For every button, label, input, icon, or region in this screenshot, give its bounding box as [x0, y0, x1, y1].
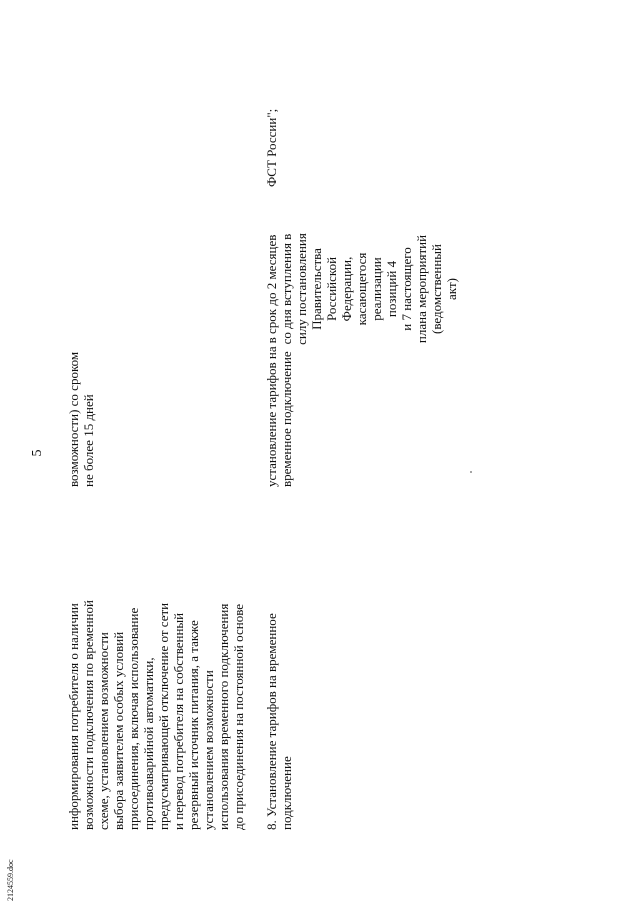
row7-col2-text: возможности) со сроком не более 15 дней — [66, 351, 96, 487]
page-number: 5 — [30, 449, 45, 457]
row8-col1-text: 8. Установление тарифов на временное подключение — [264, 613, 294, 830]
row8-col2-text: установление тарифов на временное подключение — [264, 346, 294, 487]
row8-col3-text: в срок до 2 месяцев со дня вступления в силу постановления Правительства Российской Федерации, касающегося реализации позиций 4 и 7 настоящего плана мероприятий (ведомственный акт) — [264, 233, 459, 345]
row8-col4-text: ФСТ России"; — [264, 108, 279, 187]
footer-filename: 2124559.doc — [6, 859, 15, 901]
scan-speck — [470, 471, 472, 473]
row7-col1-text: информирования потребителя о наличии возможности подключения по временной схеме, установлением возможности выбора заявителем особых условий присоединения, включая использование противоаварийной автоматики, предусматривающей отключение от сети и перевод потребителя на собственный резервный источник питания, а также установлением возможности использования временного подключения до присоединения на постоянной основе — [66, 600, 246, 830]
